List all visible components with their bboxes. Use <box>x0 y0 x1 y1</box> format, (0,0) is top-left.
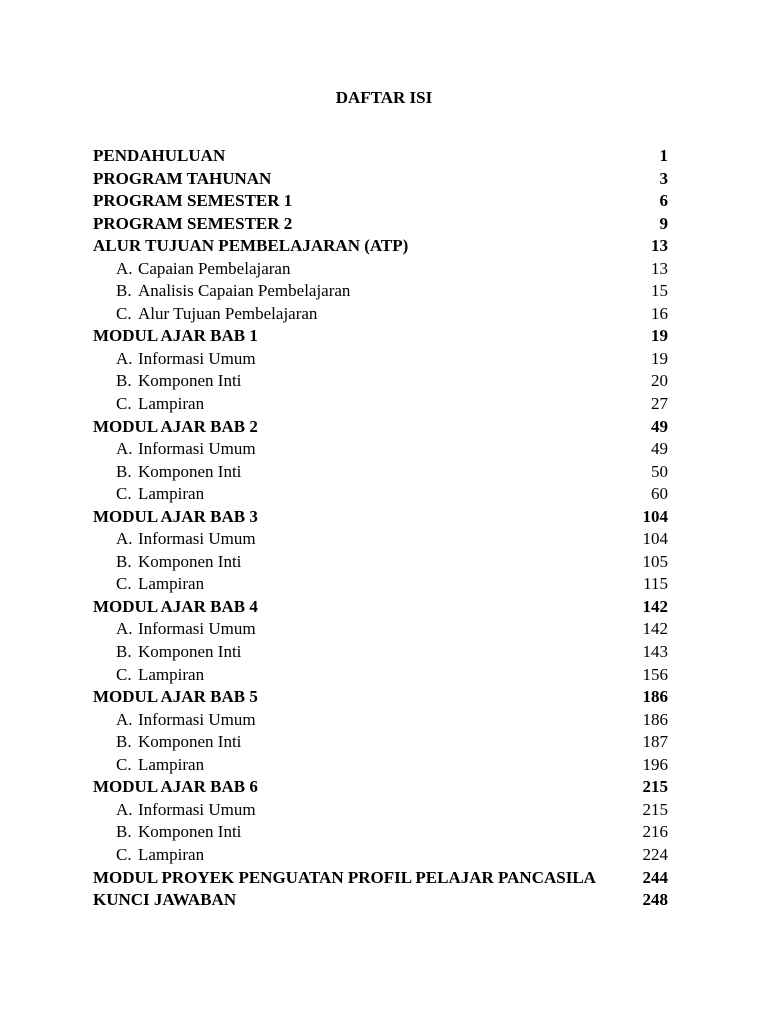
toc-subentry-text: Komponen Inti <box>138 371 242 391</box>
toc-subentry-page-number: 60 <box>651 484 668 504</box>
toc-entry-label: PROGRAM SEMESTER 2 <box>93 213 293 233</box>
toc-entry-label: MODUL AJAR BAB 2 <box>93 416 258 436</box>
toc-subentry-text: Informasi Umum <box>138 709 256 729</box>
toc-subentry-letter: B. <box>116 371 132 391</box>
toc-subentry-label <box>93 461 241 484</box>
toc-subentry-page-number: 20 <box>651 371 668 391</box>
toc-subentry[interactable] <box>93 280 668 303</box>
toc-subentry[interactable] <box>93 483 668 506</box>
toc-entry-page-number: 104 <box>642 506 668 526</box>
toc-subentry-label <box>93 303 317 326</box>
toc-subentry-letter: A. <box>116 258 133 278</box>
toc-subentry[interactable] <box>93 573 668 596</box>
table-of-contents <box>93 145 668 912</box>
toc-subentry-text: Komponen Inti <box>138 732 242 752</box>
toc-subentry-label <box>93 844 204 867</box>
toc-subentry-text: Lampiran <box>138 844 205 864</box>
toc-subentry[interactable] <box>93 438 668 461</box>
toc-subentry-page-number: 16 <box>651 303 668 323</box>
toc-subentry[interactable] <box>93 641 668 664</box>
toc-subentry-label <box>93 618 256 641</box>
toc-entry-page-number: 248 <box>642 890 668 910</box>
toc-entry-page-number: 215 <box>642 777 668 797</box>
toc-subentry-text: Informasi Umum <box>138 529 256 549</box>
toc-subentry-text: Analisis Capaian Pembelajaran <box>138 281 351 301</box>
toc-subentry-label <box>93 483 204 506</box>
toc-subentry-letter: C. <box>116 754 132 774</box>
toc-subentry-letter: A. <box>116 439 133 459</box>
toc-entry-label: MODUL PROYEK PENGUATAN PROFIL PELAJAR PANCASILA <box>93 867 596 887</box>
toc-subentry-label <box>93 754 204 777</box>
toc-subentry[interactable] <box>93 258 668 281</box>
toc-subentry-label <box>93 551 241 574</box>
toc-subentry-page-number: 224 <box>642 844 668 864</box>
toc-subentry-letter: B. <box>116 732 132 752</box>
toc-subentry-text: Alur Tujuan Pembelajaran <box>138 303 318 323</box>
toc-subentry-page-number: 196 <box>642 754 668 774</box>
toc-subentry-label <box>93 348 256 371</box>
toc-subentry[interactable] <box>93 393 668 416</box>
toc-entry[interactable] <box>93 190 668 213</box>
toc-entry-label: KUNCI JAWABAN <box>93 890 237 910</box>
toc-entry-label: MODUL AJAR BAB 6 <box>93 777 258 797</box>
toc-subentry-page-number: 142 <box>642 619 668 639</box>
toc-subentry-text: Komponen Inti <box>138 461 242 481</box>
toc-subentry-text: Lampiran <box>138 664 205 684</box>
toc-subentry-text: Komponen Inti <box>138 551 242 571</box>
toc-subentry-page-number: 215 <box>642 799 668 819</box>
toc-subentry-page-number: 104 <box>642 529 668 549</box>
toc-subentry-letter: A. <box>116 619 133 639</box>
toc-entry-label: MODUL AJAR BAB 3 <box>93 506 258 526</box>
toc-subentry-text: Komponen Inti <box>138 822 242 842</box>
toc-subentry[interactable] <box>93 370 668 393</box>
toc-subentry[interactable] <box>93 754 668 777</box>
toc-subentry-label <box>93 709 256 732</box>
toc-subentry[interactable] <box>93 709 668 732</box>
toc-subentry-page-number: 13 <box>651 258 668 278</box>
toc-subentry-page-number: 187 <box>642 732 668 752</box>
toc-subentry-page-number: 143 <box>642 642 668 662</box>
toc-subentry-text: Komponen Inti <box>138 642 242 662</box>
toc-subentry[interactable] <box>93 303 668 326</box>
toc-entry[interactable] <box>93 776 668 799</box>
toc-subentry-letter: C. <box>116 664 132 684</box>
toc-entry-page-number: 142 <box>642 596 668 616</box>
toc-subentry-text: Informasi Umum <box>138 439 256 459</box>
toc-subentry-label <box>93 528 256 551</box>
toc-subentry-text: Lampiran <box>138 484 205 504</box>
toc-subentry[interactable] <box>93 528 668 551</box>
toc-entry-label: MODUL AJAR BAB 4 <box>93 596 258 616</box>
toc-entry-page-number: 6 <box>659 191 668 211</box>
toc-subentry-letter: B. <box>116 642 132 662</box>
toc-entry-page-number: 244 <box>642 867 668 887</box>
toc-entry[interactable] <box>93 686 668 709</box>
toc-subentry-letter: C. <box>116 574 132 594</box>
toc-subentry-label <box>93 258 290 281</box>
toc-entry-label: ALUR TUJUAN PEMBELAJARAN (ATP) <box>93 236 409 256</box>
toc-entry[interactable] <box>93 596 668 619</box>
toc-subentry-page-number: 15 <box>651 281 668 301</box>
toc-subentry-page-number: 115 <box>643 574 668 594</box>
toc-subentry-page-number: 49 <box>651 439 668 459</box>
toc-subentry-text: Lampiran <box>138 754 205 774</box>
toc-entry[interactable] <box>93 325 668 348</box>
toc-subentry[interactable] <box>93 821 668 844</box>
toc-entry[interactable] <box>93 889 668 912</box>
toc-entry-label: PROGRAM TAHUNAN <box>93 168 272 188</box>
toc-subentry-text: Informasi Umum <box>138 799 256 819</box>
toc-subentry[interactable] <box>93 348 668 371</box>
toc-subentry[interactable] <box>93 618 668 641</box>
toc-subentry-text: Informasi Umum <box>138 619 256 639</box>
toc-entry[interactable] <box>93 145 668 168</box>
toc-subentry-letter: C. <box>116 394 132 414</box>
toc-subentry-page-number: 105 <box>642 551 668 571</box>
toc-subentry-letter: A. <box>116 529 133 549</box>
toc-subentry-label <box>93 370 241 393</box>
toc-entry-page-number: 1 <box>659 146 668 165</box>
toc-subentry-letter: A. <box>116 348 133 368</box>
toc-subentry-letter: C. <box>116 303 132 323</box>
toc-entry[interactable] <box>93 213 668 236</box>
toc-subentry[interactable] <box>93 461 668 484</box>
toc-subentry-letter: B. <box>116 822 132 842</box>
toc-subentry-page-number: 156 <box>642 664 668 684</box>
toc-entry[interactable] <box>93 506 668 529</box>
toc-subentry-text: Lampiran <box>138 394 205 414</box>
toc-entry-label: PROGRAM SEMESTER 1 <box>93 191 293 211</box>
toc-subentry-page-number: 216 <box>642 822 668 842</box>
toc-entry-page-number: 3 <box>659 168 668 188</box>
toc-entry[interactable] <box>93 168 668 191</box>
toc-subentry-text: Capaian Pembelajaran <box>138 258 291 278</box>
toc-entry[interactable] <box>93 235 668 258</box>
toc-entry[interactable] <box>93 416 668 439</box>
toc-subentry-page-number: 50 <box>651 461 668 481</box>
toc-subentry-label <box>93 393 204 416</box>
toc-entry-page-number: 49 <box>651 416 668 436</box>
toc-subentry-label <box>93 280 350 303</box>
toc-subentry[interactable] <box>93 799 668 822</box>
page-title: DAFTAR ISI <box>335 88 433 107</box>
toc-subentry[interactable] <box>93 664 668 687</box>
toc-entry-page-number: 19 <box>651 326 668 346</box>
toc-subentry-label <box>93 799 256 822</box>
toc-subentry[interactable] <box>93 551 668 574</box>
toc-subentry-label <box>93 573 204 596</box>
toc-entry-page-number: 13 <box>651 236 668 256</box>
toc-entry-label: MODUL AJAR BAB 5 <box>93 687 258 707</box>
toc-subentry-page-number: 27 <box>651 394 668 414</box>
toc-subentry[interactable] <box>93 731 668 754</box>
toc-subentry-page-number: 19 <box>651 348 668 368</box>
toc-subentry[interactable] <box>93 844 668 867</box>
toc-subentry-label <box>93 438 256 461</box>
toc-entry-label: MODUL AJAR BAB 1 <box>93 326 258 346</box>
toc-subentry-letter: C. <box>116 844 132 864</box>
toc-subentry-label <box>93 731 241 754</box>
toc-subentry-label <box>93 821 241 844</box>
toc-subentry-letter: B. <box>116 551 132 571</box>
toc-entry-page-number: 9 <box>659 213 668 233</box>
toc-subentry-page-number: 186 <box>642 709 668 729</box>
toc-subentry-letter: C. <box>116 484 132 504</box>
toc-subentry-letter: B. <box>116 461 132 481</box>
toc-subentry-text: Informasi Umum <box>138 348 256 368</box>
toc-subentry-letter: A. <box>116 709 133 729</box>
toc-entry-page-number: 186 <box>642 687 668 707</box>
toc-subentry-text: Lampiran <box>138 574 205 594</box>
toc-subentry-letter: A. <box>116 799 133 819</box>
toc-subentry-letter: B. <box>116 281 132 301</box>
toc-subentry-label <box>93 641 241 664</box>
toc-entry-label: PENDAHULUAN <box>93 146 226 165</box>
toc-subentry-label <box>93 664 204 687</box>
toc-entry[interactable] <box>93 867 668 890</box>
